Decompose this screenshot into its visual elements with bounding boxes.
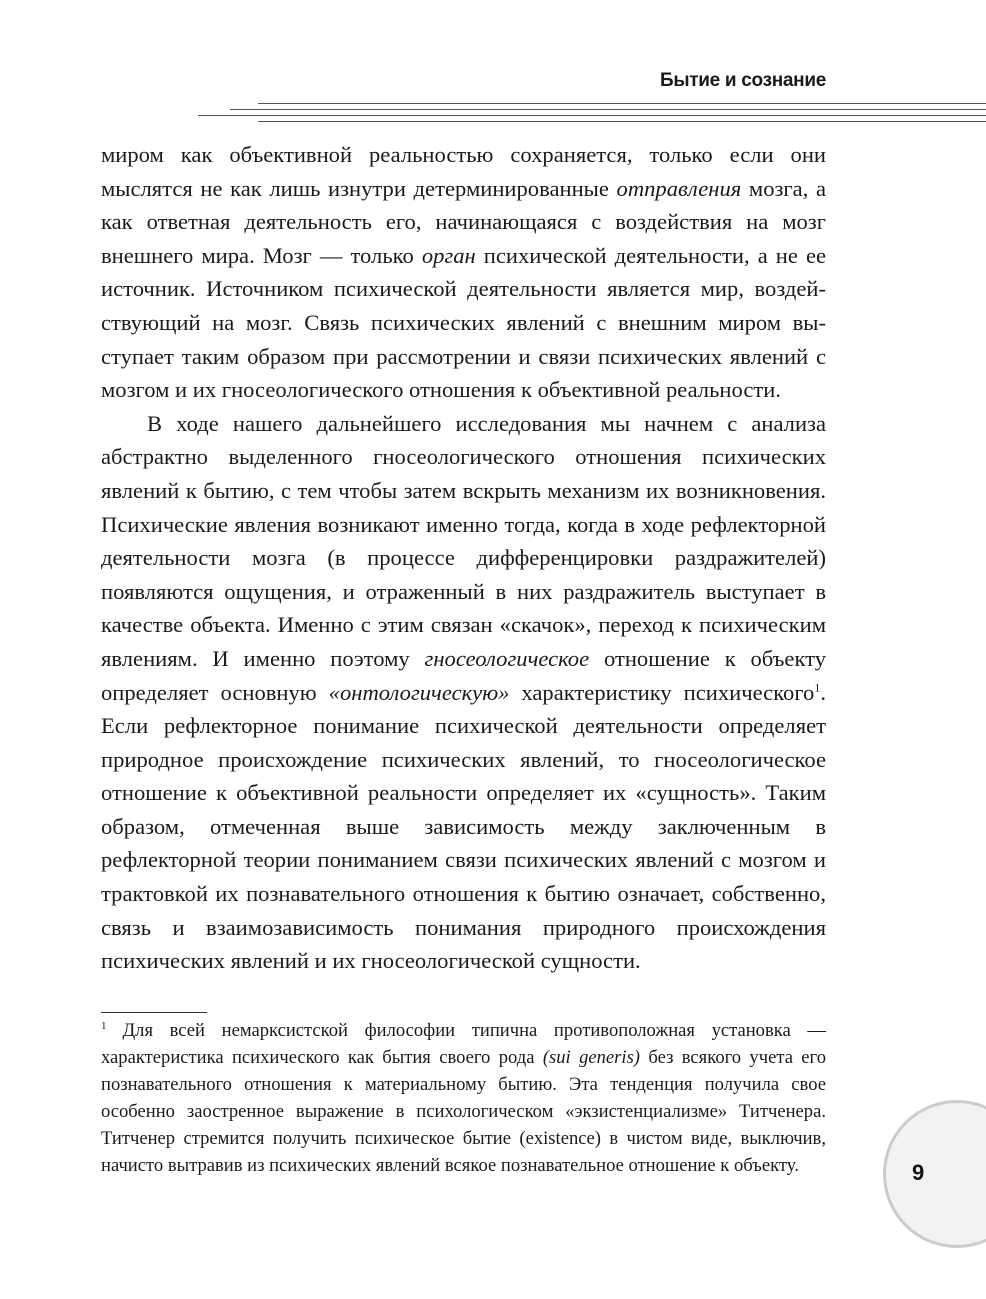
header-rule-4 xyxy=(258,121,986,122)
p1-text-a: миром как объективной реальностью сохраняется, только если они мыслятся не как лишь изнутри детерминированные xyxy=(101,142,826,201)
footnote-text-b: без всякого учета его познавательного отношения к материальному бытию. Эта тенденция получила свое особенно заостренное выражение в психологическом «экзистенциализме» Титченера. Титченер стремится получить психическое бытие (existence) в чистом виде, выключив, начисто вытравив из психических явлений всякое познавательное отношение к объекту. xyxy=(101,1047,827,1176)
p1-emphasis-2: орган xyxy=(421,242,476,268)
main-text xyxy=(101,138,826,978)
p1-emphasis-1: отправления xyxy=(616,175,742,201)
p2-text-a: В ходе нашего дальнейшего исследования мы начнем с анализа абстрактно выделенного гносеологического отношения психических явлений к бытию, с тем чтобы затем вскрыть механизм их возникновения. Психические явления возникают именно тогда, когда в ходе рефлекторной деятельности мозга (в процессе дифференцировки раздражителей) появляются ощущения, и отраженный в них раздражитель выступает в качестве объекта. Именно с этим связан «скачок», переход к психическим явлениям. И именно поэтому xyxy=(101,410,826,671)
p2-emphasis-1: гносеологическое xyxy=(424,645,590,671)
footnote-mark: 1 xyxy=(101,1019,107,1032)
footnote-emphasis: (sui generis) xyxy=(542,1047,641,1068)
p2-text-c: характеристику психического xyxy=(509,679,815,705)
footnote xyxy=(101,1017,826,1179)
p1-text-b: мозга, а как ответная деятельность его, начинающаяся с воздействия на мозг внешнего мира. Мозг — только xyxy=(101,175,826,268)
paragraph-1 xyxy=(101,138,826,407)
header-rule-3 xyxy=(198,115,986,116)
p1-text-c: психической деятельности, а не ее источник. Источником психической деятельности является мир, воздействующий на мозг. Связь психических явлений с внешним миром выступает таким образом при рассмотрении и связи психических явлений с мозгом и их гносеологического отношения к объективной реальности. xyxy=(101,242,826,403)
p2-text-d: . Если рефлекторное понимание психической деятельности определяет природное происхождение психических явлений, то гносеологическое отношение к объективной реальности определяет их «сущность». Таким образом, отмеченная выше зависимость между заключенным в рефлекторной теории пониманием связи психических явлений с мозгом и трактовкой их познавательного отношения к бытию означает, собственно, связь и взаимозависимость понимания природного происхождения психических явлений и их гносеологической сущности. xyxy=(101,679,826,974)
paragraph-2 xyxy=(101,407,826,978)
running-head-title: Бытие и сознание xyxy=(659,70,826,91)
page-number-circle xyxy=(883,1100,986,1248)
p2-text-b: отношение к объекту определяет основную xyxy=(101,645,826,705)
footnote-reference[interactable]: 1 xyxy=(814,679,821,694)
header-rule-2 xyxy=(230,109,986,110)
footnote-separator xyxy=(101,1012,207,1013)
p2-emphasis-2: «онтологическую» xyxy=(328,679,510,705)
footnote-text-a: Для всей немарксистской философии типична противоположная установка — характеристика психического как бытия своего рода xyxy=(101,1020,826,1068)
page-number: 9 xyxy=(912,1160,925,1185)
header-rule-1 xyxy=(258,103,986,104)
